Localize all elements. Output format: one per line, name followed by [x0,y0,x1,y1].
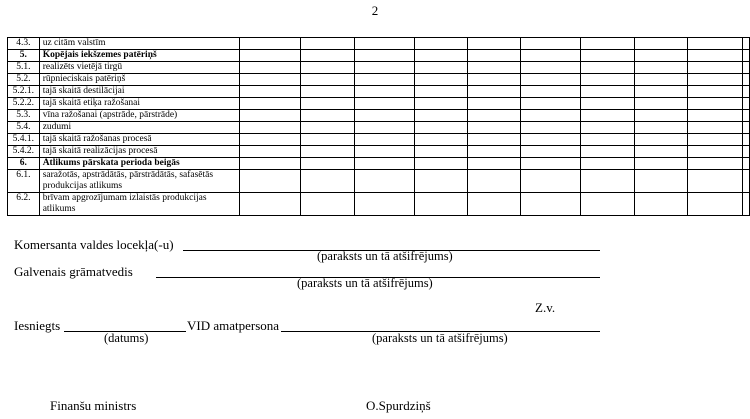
report-table [7,37,750,216]
value-cell [581,74,635,86]
value-cell [634,170,688,193]
row-number: 5.2.2. [8,98,40,110]
value-cell [743,110,750,122]
value-cell [743,158,750,170]
chief-accountant-label: Galvenais grāmatvedis [14,264,133,279]
value-cell [520,158,580,170]
value-cell [468,50,521,62]
table-row [8,86,750,98]
value-cell [688,98,743,110]
value-cell [581,50,635,62]
value-cell [634,86,688,98]
value-cell [415,134,468,146]
value-cell [300,146,355,158]
page-number: 2 [371,3,379,18]
value-cell [581,62,635,74]
value-cell [300,134,355,146]
value-cell [239,110,300,122]
value-cell [520,110,580,122]
value-cell [520,134,580,146]
value-cell [300,158,355,170]
value-cell [239,134,300,146]
row-label: tajā skaitā destilācijai [39,86,239,98]
value-cell [355,158,415,170]
value-cell [355,98,415,110]
value-cell [300,62,355,74]
row-label: tajā skaitā ražošanas procesā [39,134,239,146]
value-cell [239,122,300,134]
row-number: 5.2.1. [8,86,40,98]
value-cell [520,62,580,74]
value-cell [415,146,468,158]
row-number: 5.1. [8,62,40,74]
value-cell [520,146,580,158]
value-cell [634,74,688,86]
value-cell [688,74,743,86]
row-label: Kopējais iekšzemes patēriņš [39,50,239,62]
value-cell [355,193,415,216]
minister-title: Finanšu ministrs [50,398,137,413]
value-cell [688,146,743,158]
row-label: realizēts vietējā tirgū [39,62,239,74]
value-cell [743,86,750,98]
board-member-signature-caption: (paraksts un tā atšifrējums) [317,249,453,263]
value-cell [743,193,750,216]
value-cell [634,110,688,122]
value-cell [743,74,750,86]
table-row [8,134,750,146]
value-cell [688,170,743,193]
row-number: 5. [8,50,40,62]
table-row [8,74,750,86]
value-cell [581,193,635,216]
row-label: saražotās, apstrādātās, pārstrādātās, safasētās produkcijas atlikums [39,170,239,193]
value-cell [634,62,688,74]
value-cell [581,110,635,122]
value-cell [634,38,688,50]
date-caption: (datums) [104,331,149,345]
value-cell [415,62,468,74]
board-member-label: Komersanta valdes locekļa(-u) [14,237,174,252]
row-number: 6. [8,158,40,170]
table-row [8,98,750,110]
value-cell [688,62,743,74]
value-cell [468,134,521,146]
value-cell [581,158,635,170]
value-cell [468,38,521,50]
value-cell [239,170,300,193]
value-cell [415,170,468,193]
table-row [8,50,750,62]
value-cell [239,193,300,216]
table-row [8,170,750,193]
value-cell [634,193,688,216]
value-cell [239,38,300,50]
value-cell [239,74,300,86]
value-cell [634,158,688,170]
row-label: vīna ražošanai (apstrāde, pārstrāde) [39,110,239,122]
value-cell [520,98,580,110]
row-label: brīvam apgrozījumam izlaistās produkcijas atlikums [39,193,239,216]
value-cell [300,38,355,50]
table-row [8,193,750,216]
table-row [8,158,750,170]
value-cell [355,50,415,62]
value-cell [743,62,750,74]
value-cell [743,122,750,134]
minister-name: O.Spurdziņš [366,398,431,413]
value-cell [468,98,521,110]
row-number: 5.4.2. [8,146,40,158]
row-number: 5.3. [8,110,40,122]
value-cell [520,193,580,216]
value-cell [239,98,300,110]
table-row [8,146,750,158]
value-cell [581,170,635,193]
value-cell [239,158,300,170]
value-cell [300,86,355,98]
value-cell [688,38,743,50]
value-cell [415,38,468,50]
value-cell [300,74,355,86]
value-cell [468,193,521,216]
chief-accountant-signature-caption: (paraksts un tā atšifrējums) [297,276,433,290]
value-cell [688,193,743,216]
table-row [8,122,750,134]
value-cell [688,110,743,122]
value-cell [415,98,468,110]
value-cell [355,38,415,50]
value-cell [634,50,688,62]
value-cell [415,110,468,122]
value-cell [415,193,468,216]
value-cell [239,146,300,158]
value-cell [520,86,580,98]
value-cell [743,98,750,110]
row-label: tajā skaitā etiķa ražošanai [39,98,239,110]
value-cell [355,170,415,193]
value-cell [581,38,635,50]
value-cell [239,86,300,98]
value-cell [415,50,468,62]
value-cell [415,86,468,98]
value-cell [688,158,743,170]
value-cell [581,146,635,158]
row-number: 5.4.1. [8,134,40,146]
value-cell [415,158,468,170]
row-number: 6.1. [8,170,40,193]
row-label: tajā skaitā realizācijas procesā [39,146,239,158]
value-cell [355,110,415,122]
value-cell [688,122,743,134]
row-number: 5.4. [8,122,40,134]
row-label: Atlikums pārskata perioda beigās [39,158,239,170]
row-number: 5.2. [8,74,40,86]
vid-official-label: VID amatpersona [187,318,280,333]
submitted-label: Iesniegts [14,318,61,333]
value-cell [520,50,580,62]
value-cell [634,98,688,110]
value-cell [468,86,521,98]
value-cell [355,134,415,146]
row-label: rūpnieciskais patēriņš [39,74,239,86]
value-cell [520,170,580,193]
value-cell [468,122,521,134]
value-cell [581,86,635,98]
value-cell [468,110,521,122]
value-cell [581,122,635,134]
value-cell [634,122,688,134]
value-cell [355,122,415,134]
value-cell [743,134,750,146]
value-cell [743,50,750,62]
value-cell [355,146,415,158]
vid-official-signature-caption: (paraksts un tā atšifrējums) [372,331,508,345]
value-cell [468,170,521,193]
value-cell [355,86,415,98]
value-cell [634,146,688,158]
row-number: 4.3. [8,38,40,50]
table-row [8,62,750,74]
value-cell [468,62,521,74]
value-cell [239,62,300,74]
value-cell [520,38,580,50]
value-cell [688,50,743,62]
value-cell [743,146,750,158]
value-cell [300,50,355,62]
value-cell [688,134,743,146]
value-cell [415,122,468,134]
row-label: zudumi [39,122,239,134]
value-cell [239,50,300,62]
value-cell [300,122,355,134]
value-cell [634,134,688,146]
value-cell [415,74,468,86]
row-label: uz citām valstīm [39,38,239,50]
value-cell [743,170,750,193]
table-row [8,110,750,122]
table-row [8,38,750,50]
value-cell [581,134,635,146]
value-cell [355,74,415,86]
value-cell [688,86,743,98]
value-cell [300,170,355,193]
value-cell [743,38,750,50]
stamp-place-label: Z.v. [535,300,556,315]
value-cell [520,122,580,134]
row-number: 6.2. [8,193,40,216]
value-cell [468,146,521,158]
value-cell [300,193,355,216]
value-cell [468,158,521,170]
value-cell [300,98,355,110]
value-cell [468,74,521,86]
value-cell [355,62,415,74]
value-cell [520,74,580,86]
value-cell [300,110,355,122]
value-cell [581,98,635,110]
